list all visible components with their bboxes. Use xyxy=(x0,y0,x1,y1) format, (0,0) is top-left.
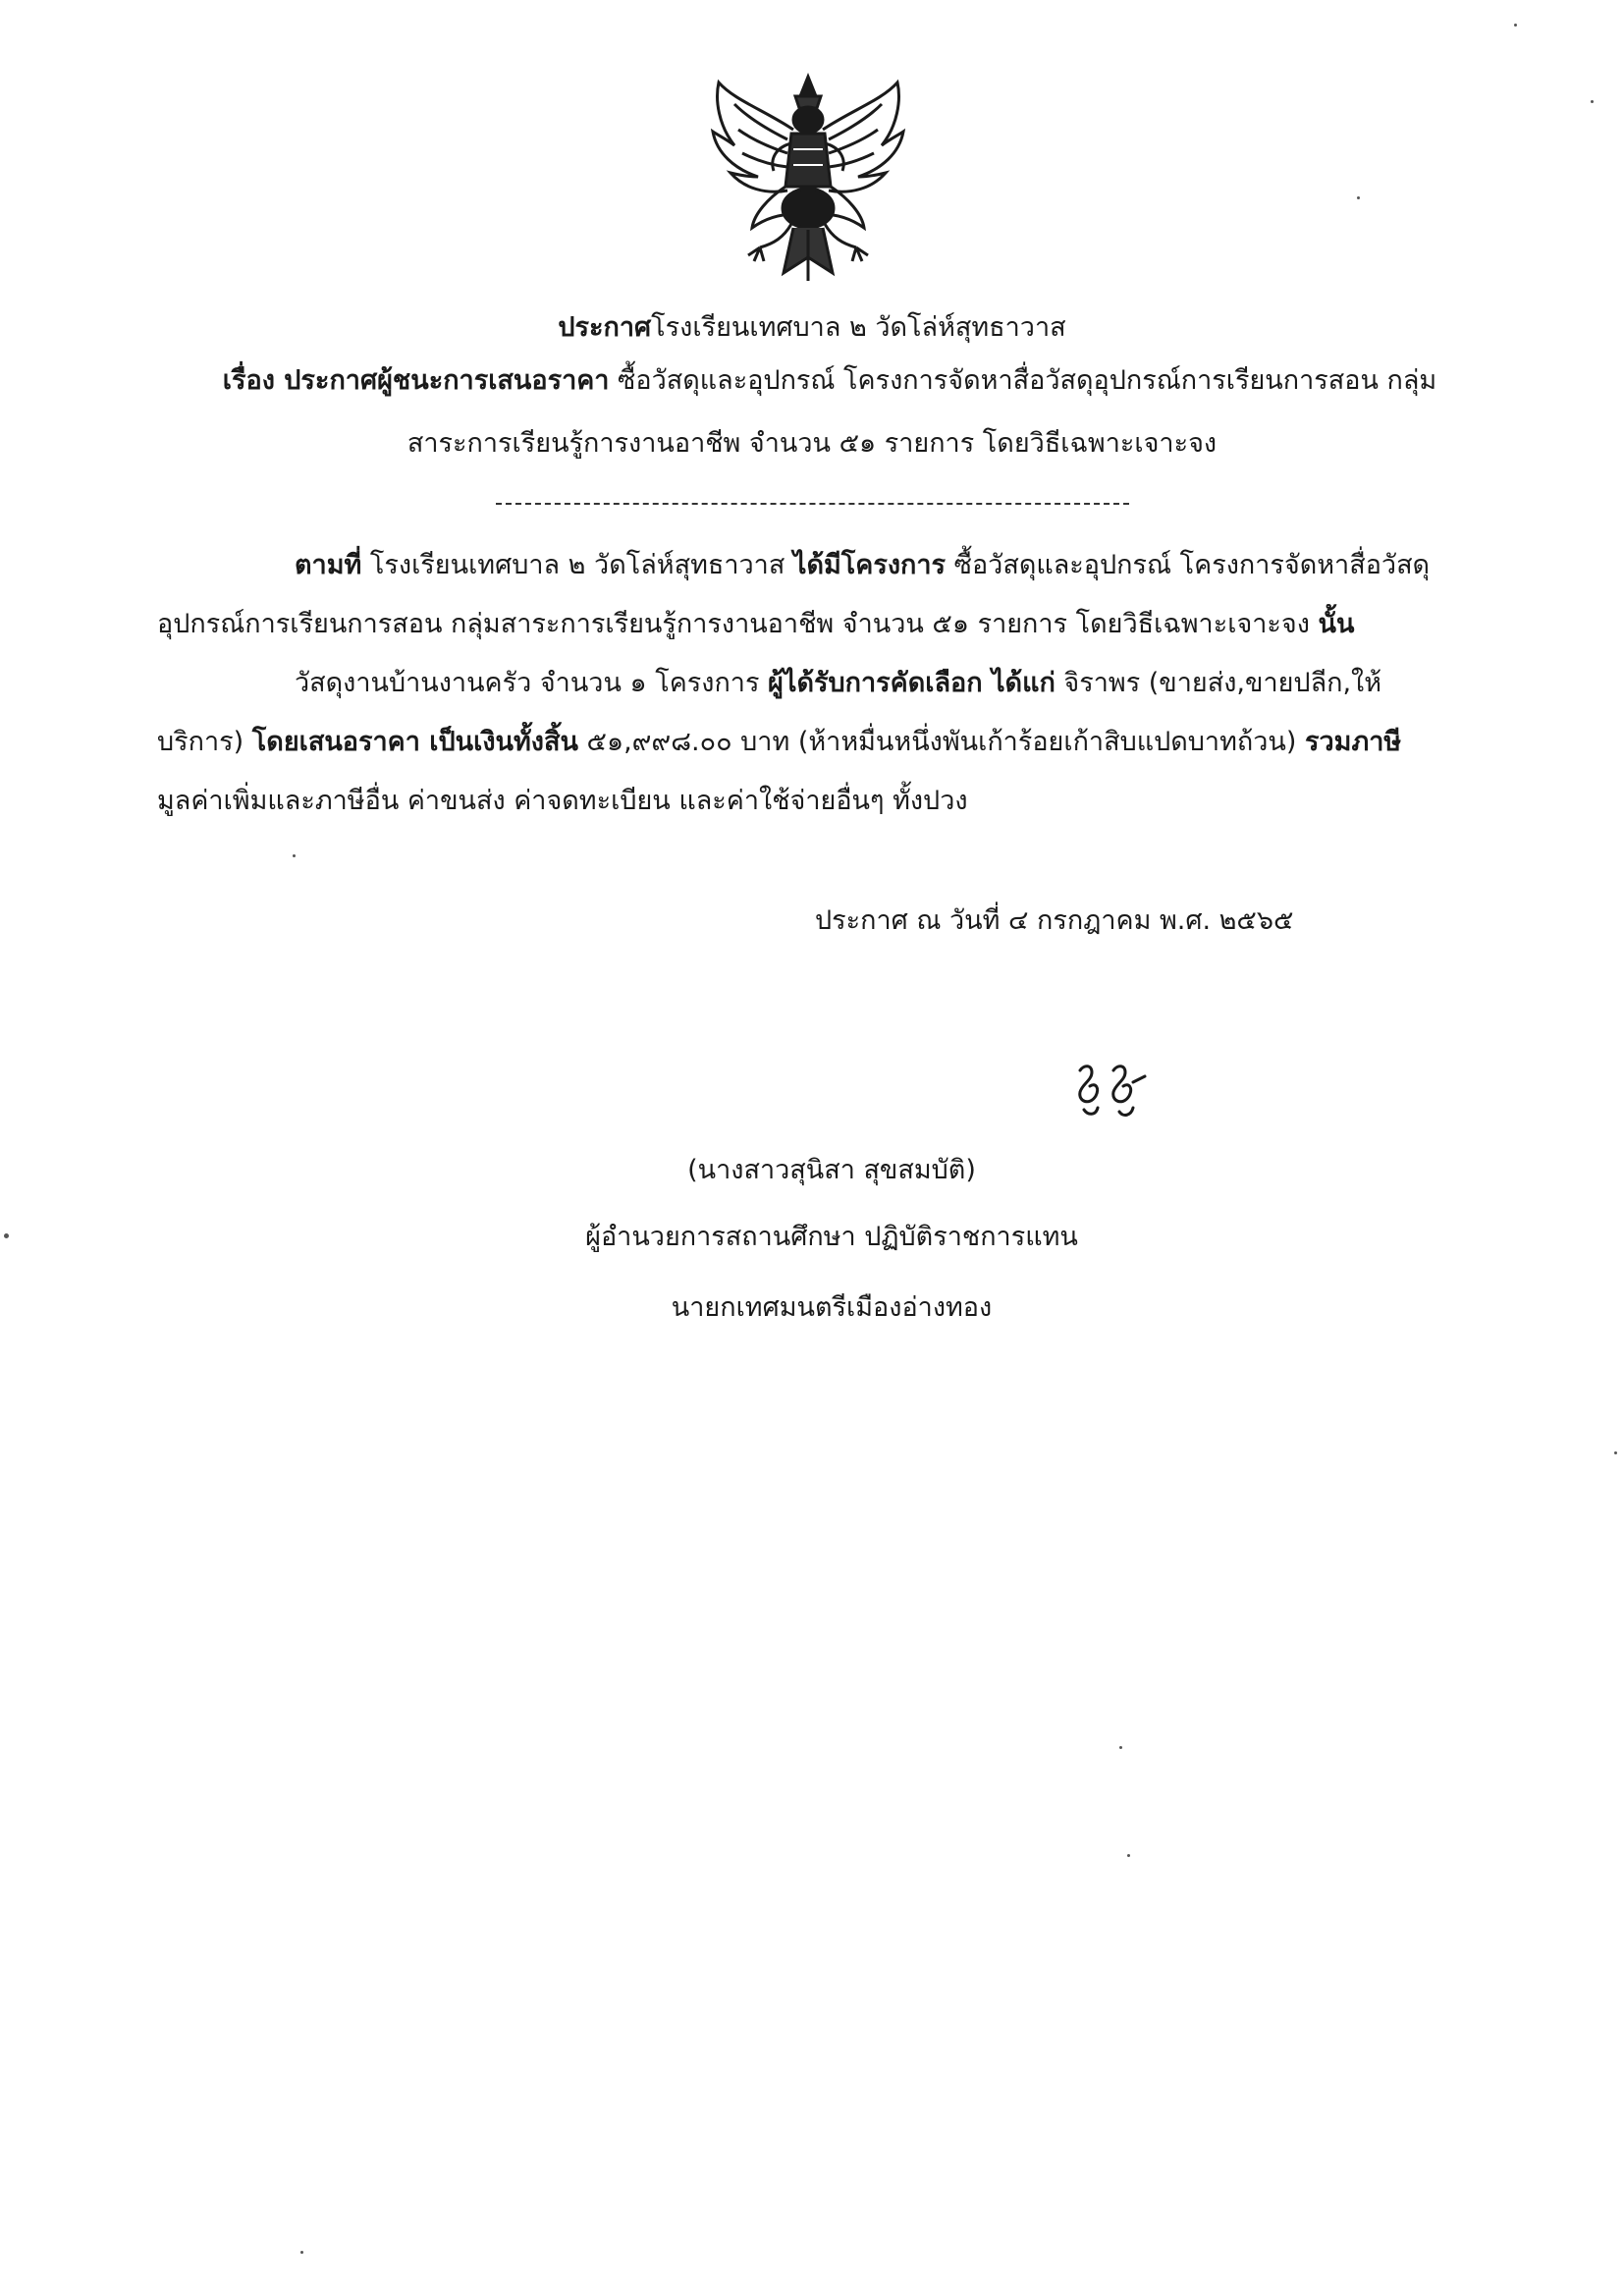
signatory-position-2: นายกเทศมนตรีเมืองอ่างทอง xyxy=(671,1292,993,1323)
body-text: โรงเรียนเทศบาล ๒ วัดโล่ห์สุทธาวาส xyxy=(361,550,793,580)
body-line-2 xyxy=(157,605,1354,644)
subject-text: ซื้อวัสดุและอุปกรณ์ โครงการจัดหาสื่อวัสดุอุปกรณ์การเรียนการสอน กลุ่ม xyxy=(609,365,1437,396)
scan-speck xyxy=(1591,100,1594,103)
scan-speck xyxy=(1614,1451,1617,1454)
body-text: โดยเสนอราคา เป็นเงินทั้งสิ้น xyxy=(251,727,578,757)
body-line-1 xyxy=(295,546,1430,585)
body-text: นั้น xyxy=(1318,609,1355,639)
body-text: จิราพร (ขายส่ง,ขายปลีก,ให้ xyxy=(1055,668,1382,698)
subject-line-2: สาระการเรียนรู้การงานอาชีพ จำนวน ๕๑ รายการ โดยวิธีเฉพาะเจาะจง xyxy=(406,428,1218,459)
body-text: ผู้ได้รับการคัดเลือก ได้แก่ xyxy=(768,668,1056,698)
signatory-name: (นางสาวสุนิสา สุขสมบัติ) xyxy=(687,1155,976,1185)
scan-speck xyxy=(1119,1746,1122,1749)
body-text: วัสดุงานบ้านงานครัว จำนวน ๑ โครงการ xyxy=(295,668,769,698)
date-value: ๔ กรกฎาคม พ.ศ. ๒๕๖๕ xyxy=(1000,905,1294,936)
scan-speck xyxy=(300,2251,303,2254)
body-text: ๕๑,๙๙๘.๐๐ บาท (ห้าหมื่นหนึ่งพันเก้าร้อยเก้าสิบแปดบาทถ้วน) xyxy=(577,727,1305,757)
garuda-emblem-icon xyxy=(705,71,911,287)
subject-label: เรื่อง ประกาศผู้ชนะการเสนอราคา xyxy=(222,365,610,396)
subject-line-1 xyxy=(177,361,1483,401)
scan-speck xyxy=(4,1233,9,1238)
body-line-4 xyxy=(157,723,1401,762)
scan-speck xyxy=(1514,24,1517,27)
body-text: อุปกรณ์การเรียนการสอน กลุ่มสาระการเรียนรู้การงานอาชีพ จำนวน ๕๑ รายการ โดยวิธีเฉพาะเจาะจง xyxy=(157,609,1319,639)
school-name: โรงเรียนเทศบาล ๒ วัดโล่ห์สุทธาวาส xyxy=(651,312,1066,343)
body-line-3 xyxy=(295,664,1381,703)
heading-prefix: ประกาศ xyxy=(558,312,652,343)
handwritten-signature-icon xyxy=(1070,1063,1159,1121)
body-text: รวมภาษี xyxy=(1304,727,1402,757)
divider xyxy=(496,503,1129,505)
body-text: ตามที่ xyxy=(295,550,362,580)
announcement-heading xyxy=(0,308,1624,348)
scan-speck xyxy=(1357,196,1360,199)
announcement-date xyxy=(815,902,1293,941)
body-text: ซื้อวัสดุและอุปกรณ์ โครงการจัดหาสื่อวัสดุ xyxy=(946,550,1431,580)
signatory-position: ผู้อำนวยการสถานศึกษา ปฏิบัติราชการแทน xyxy=(585,1222,1078,1252)
body-text: บริการ) xyxy=(157,727,252,757)
date-label: ประกาศ ณ วันที่ xyxy=(815,905,1001,936)
body-line-5: มูลค่าเพิ่มและภาษีอื่น ค่าขนส่ง ค่าจดทะเบียน และค่าใช้จ่ายอื่นๆ ทั้งปวง xyxy=(157,786,968,816)
scan-speck xyxy=(1127,1854,1130,1857)
body-text: ได้มีโครงการ xyxy=(792,550,947,580)
scan-speck xyxy=(293,854,296,857)
